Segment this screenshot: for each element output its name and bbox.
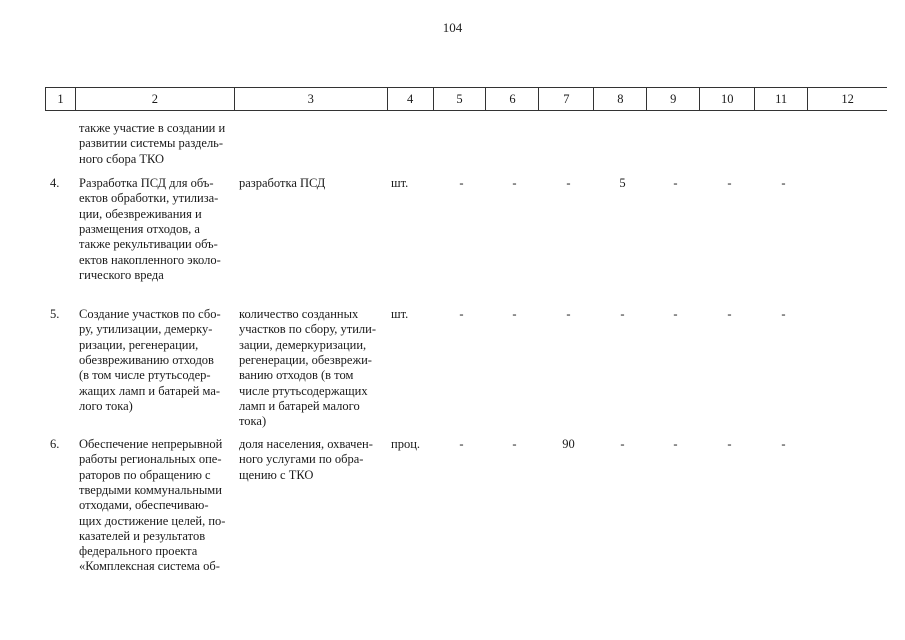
row-description-line: отходами, обеспечиваю- — [79, 498, 209, 513]
row-description-line: «Комплексная система об- — [79, 559, 220, 574]
row-unit: шт. — [391, 176, 409, 190]
row-description-line: твердыми коммунальными — [79, 482, 222, 497]
row-indicator-line: ного услугами по обра- — [239, 452, 364, 467]
row-indicator-line: зации, демеркуризации, — [239, 337, 367, 352]
row-value: - — [727, 307, 732, 321]
row-indicator-line: разработка ПСД — [239, 176, 326, 190]
row-value: - — [459, 437, 464, 451]
header-cell-12: 12 — [841, 92, 854, 106]
row-indicator-line: ламп и батарей малого — [239, 398, 360, 413]
row-value: - — [727, 176, 732, 190]
row-unit: шт. — [391, 307, 409, 321]
header-cell-3: 3 — [235, 88, 388, 110]
row-indicator-line: тока) — [239, 414, 267, 429]
header-cell-6: 6 — [486, 88, 539, 110]
row-value: - — [781, 176, 786, 190]
row-description-line: федерального проекта — [79, 544, 198, 559]
row-value: - — [781, 307, 786, 321]
row-value: - — [566, 307, 571, 321]
row-value: - — [459, 307, 464, 321]
row-indicator-line: ванию отходов (в том — [239, 368, 354, 383]
row-number: 4. — [50, 176, 60, 190]
continuation-description-line: также участие в создании и — [79, 121, 226, 135]
row-description-line: также рекультивации объ- — [79, 237, 218, 252]
header-cell-8: 8 — [594, 88, 647, 110]
header-cell-7: 7 — [539, 88, 594, 110]
row-value: - — [727, 437, 732, 451]
header-cell-4: 4 — [388, 88, 434, 110]
row-indicator-line: щению с ТКО — [239, 467, 314, 482]
row-description-line: размещения отходов, а — [79, 221, 200, 236]
row-indicator-line: количество созданных — [239, 307, 359, 321]
row-description-line: Разработка ПСД для объ- — [79, 176, 214, 190]
row-value: 90 — [562, 437, 575, 451]
row-description-line: ектов обработки, утилиза- — [79, 191, 219, 206]
header-cell-5: 5 — [434, 88, 487, 110]
row-description-line: раторов по обращению с — [79, 467, 211, 482]
row-value: - — [512, 176, 517, 190]
row-description-line: ризации, регенерации, — [79, 337, 199, 352]
row-description-line: ру, утилизации, демерку- — [79, 322, 213, 337]
row-value: 5 — [619, 176, 626, 190]
row-value: - — [512, 437, 517, 451]
header-cell-10: 10 — [700, 88, 755, 110]
row-number: 5. — [50, 307, 60, 321]
row-value: - — [566, 176, 571, 190]
row-indicator-line: доля населения, охвачен- — [239, 437, 373, 451]
page-number: 104 — [442, 20, 463, 35]
row-description-line: щих достижение целей, по- — [79, 513, 226, 528]
header-cell-1: 1 — [46, 88, 76, 110]
row-description-line: ектов накопленного эколо- — [79, 252, 221, 267]
row-value: - — [673, 307, 678, 321]
row-value: - — [620, 437, 625, 451]
row-description-line: жащих ламп и батарей ма- — [79, 383, 221, 398]
row-description-line: казателей и результатов — [79, 528, 206, 543]
row-indicator-line: участков по сбору, утили- — [239, 322, 377, 337]
row-value: - — [459, 176, 464, 190]
row-description-line: обезвреживанию отходов — [79, 352, 214, 367]
row-description-line: (в том числе ртутьсодер- — [79, 368, 211, 383]
row-description-line: Создание участков по сбо- — [79, 307, 221, 321]
header-cell-2: 2 — [76, 88, 235, 110]
row-description-line: Обеспечение непрерывной — [79, 437, 223, 451]
row-indicator-line: регенерации, обезврежи- — [239, 352, 372, 367]
continuation-description-line: ного сбора ТКО — [79, 151, 165, 166]
header-cell-9: 9 — [647, 88, 700, 110]
row-value: - — [512, 307, 517, 321]
row-description-line: ции, обезвреживания и — [79, 206, 202, 221]
header-cell-11: 11 — [755, 88, 808, 110]
row-description-line: гического вреда — [79, 267, 164, 282]
row-value: - — [673, 437, 678, 451]
row-description-line: работы региональных опе- — [79, 452, 222, 467]
row-unit: проц. — [391, 437, 421, 451]
row-value: - — [781, 437, 786, 451]
row-description-line: лого тока) — [79, 398, 133, 413]
continuation-description-line: развитии системы раздель- — [79, 136, 224, 151]
row-value: - — [620, 307, 625, 321]
row-value: - — [673, 176, 678, 190]
row-number: 6. — [50, 437, 60, 451]
row-indicator-line: числе ртутьсодержащих — [239, 383, 368, 398]
